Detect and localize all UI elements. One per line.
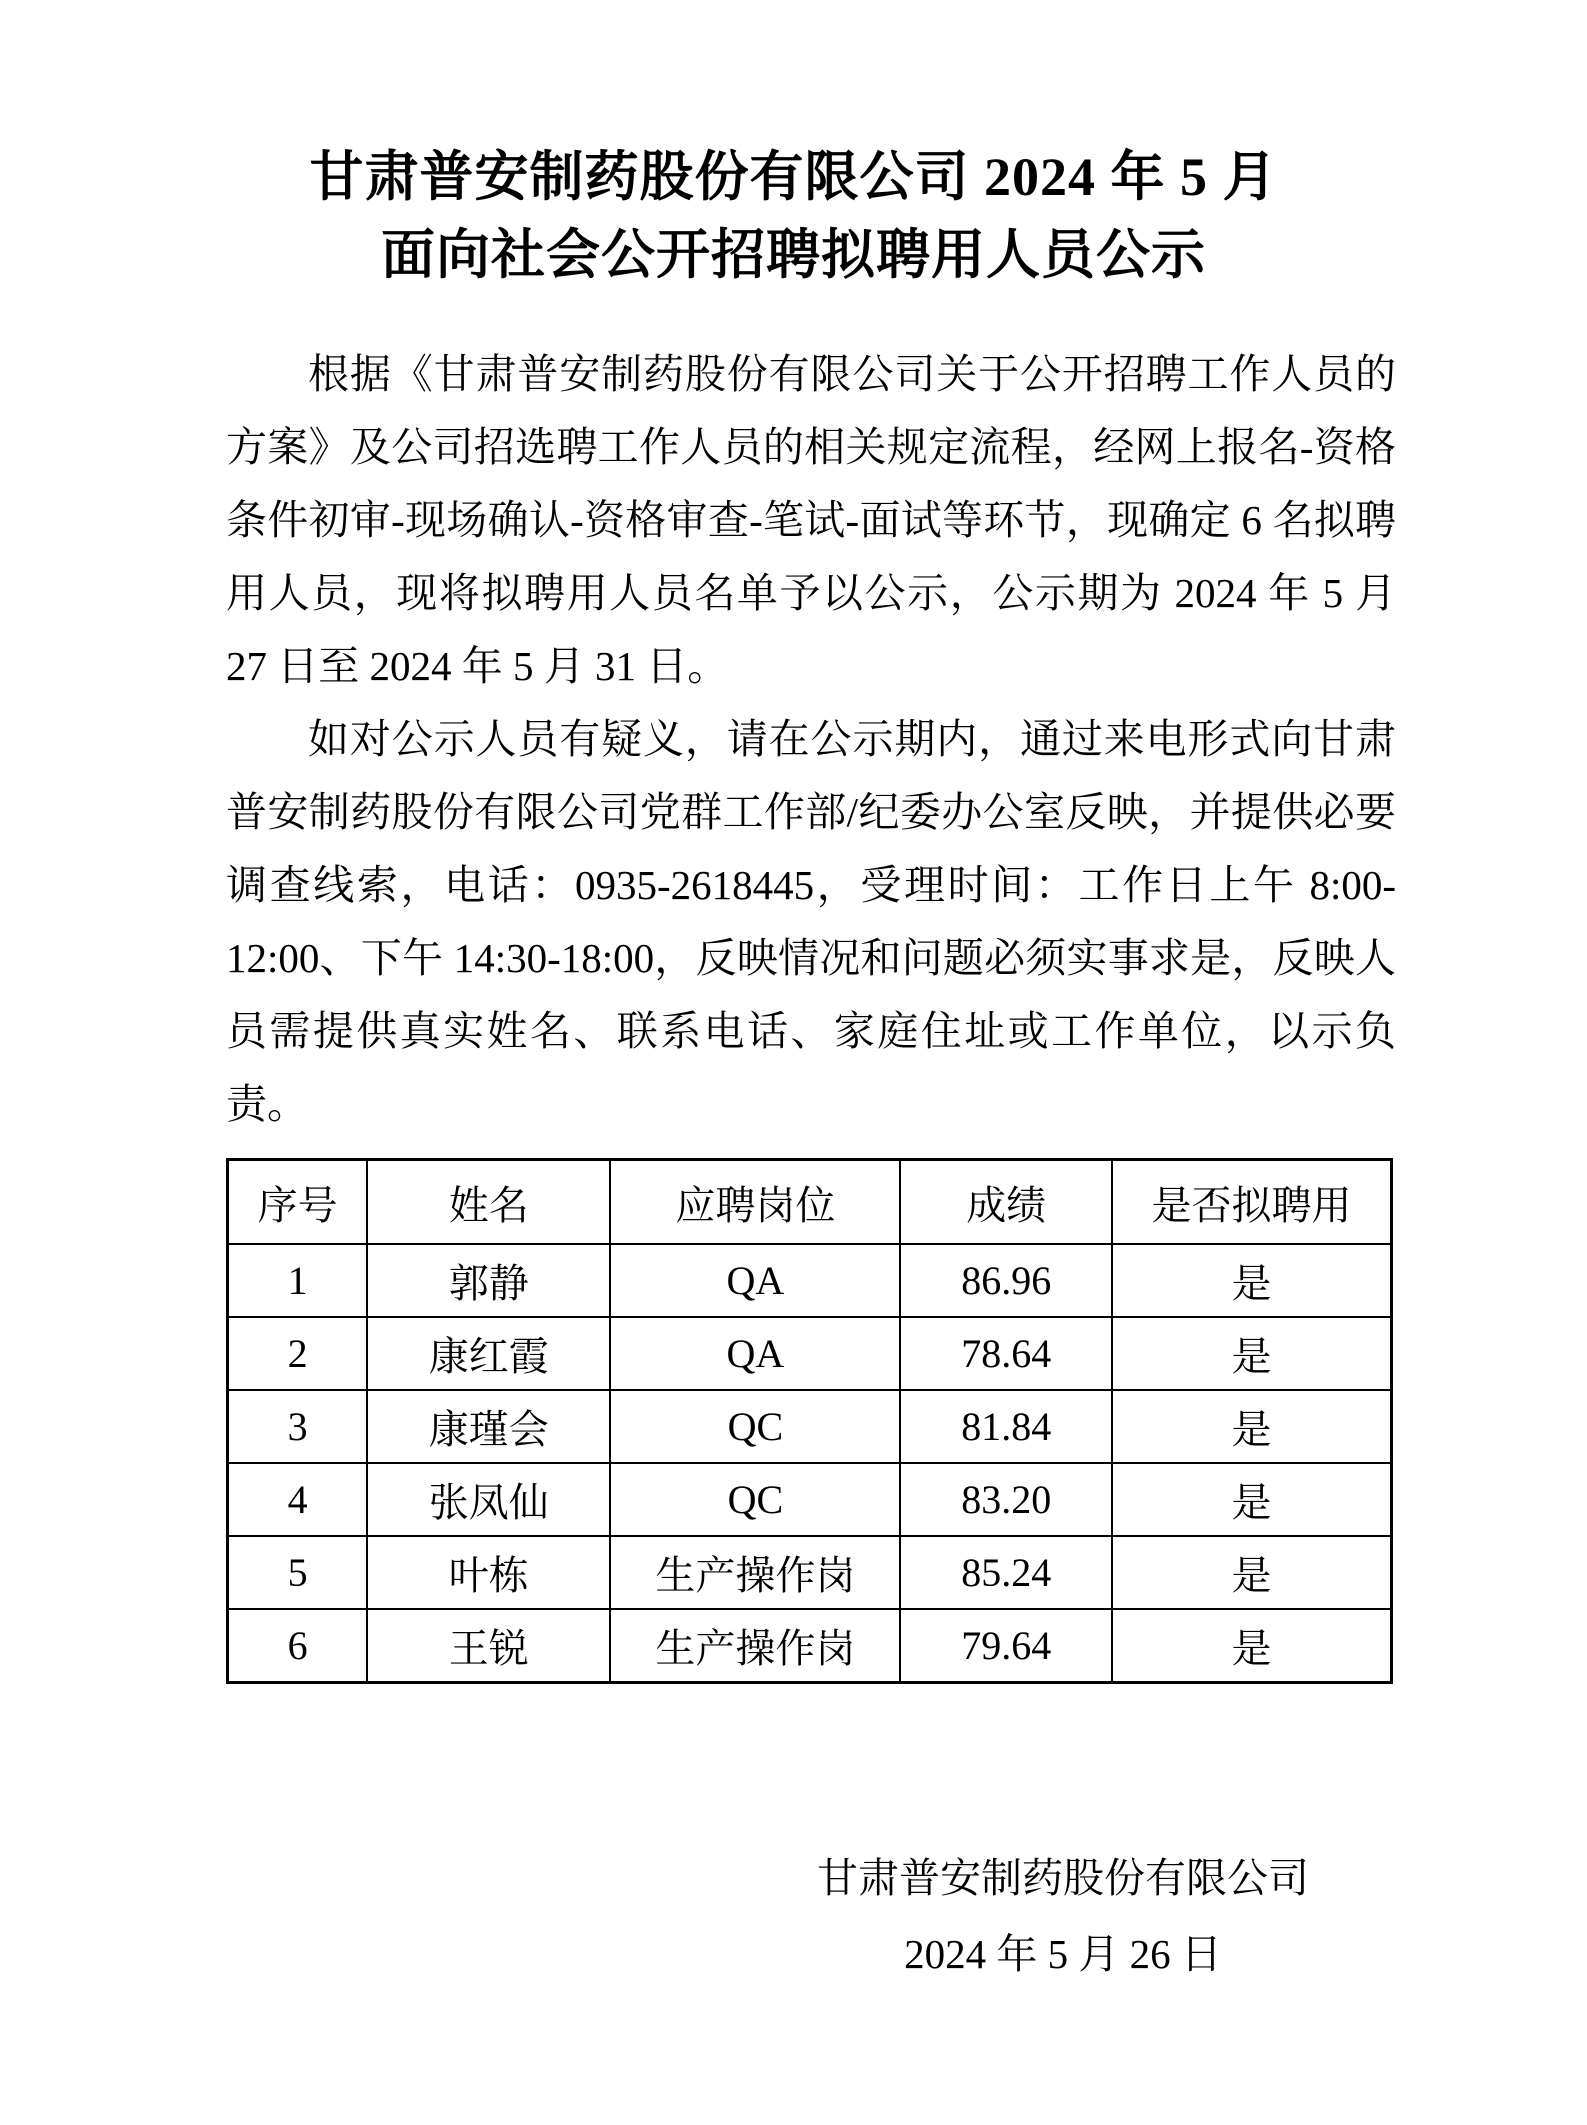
table-cell: 王锐 [367,1609,610,1683]
paragraph-recruitment-process: 根据《甘肃普安制药股份有限公司关于公开招聘工作人员的方案》及公司招选聘工作人员的相关规定流程，经网上报名-资格条件初审-现场确认-资格审查-笔试-面试等环节，现确定 6 名拟聘用人员，现将拟聘用人员名单予以公示，公示期为 2024 年 5 月 27 日至 2024 年 5 月 31 日。 [226,351,1396,689]
table-cell: 是 [1112,1536,1391,1609]
table-cell: 85.24 [900,1536,1112,1609]
column-header-3: 成绩 [900,1160,1112,1245]
table-cell: 康红霞 [367,1317,610,1390]
table-row [228,1317,1392,1390]
table-cell: 郭静 [367,1244,610,1317]
table-cell: 78.64 [900,1317,1112,1390]
table-cell: 1 [228,1244,368,1317]
table-cell: 是 [1112,1390,1391,1463]
column-header-2: 应聘岗位 [610,1160,900,1245]
table-cell: 79.64 [900,1609,1112,1683]
table-cell: 83.20 [900,1463,1112,1536]
table-cell: 4 [228,1463,368,1536]
signature-block [783,1840,1343,1992]
applicants-table [226,1158,1393,1684]
table-cell: 2 [228,1317,368,1390]
signature-date: 2024 年 5 月 26 日 [904,1931,1222,1977]
table-cell: 3 [228,1390,368,1463]
table-row [228,1609,1392,1683]
table-row [228,1244,1392,1317]
table-cell: 康瑾会 [367,1390,610,1463]
column-header-0: 序号 [228,1160,368,1245]
table-cell: 6 [228,1609,368,1683]
table-cell: 是 [1112,1244,1391,1317]
table-cell: 张凤仙 [367,1463,610,1536]
table-cell: QA [610,1244,900,1317]
page-title [0,138,1587,294]
table-cell: QC [610,1463,900,1536]
table-cell: 是 [1112,1609,1391,1683]
applicants-table-body [228,1244,1392,1683]
table-row [228,1463,1392,1536]
column-header-1: 姓名 [367,1160,610,1245]
table-row [228,1390,1392,1463]
table-header-row [228,1160,1392,1245]
body-text [226,338,1396,1141]
page-title-line2: 面向社会公开招聘拟聘用人员公示 [381,225,1206,285]
paragraph-objection-contact: 如对公示人员有疑义，请在公示期内，通过来电形式向甘肃普安制药股份有限公司党群工作部/纪委办公室反映，并提供必要调查线索，电话：0935-2618445，受理时间：工作日上午 8:00-12:00、下午 14:30-18:00，反映情况和问题必须实事求是，反映人员需提供真实姓名、联系电话、家庭住址或工作单位，以示负责。 [226,716,1396,1127]
table-cell: 生产操作岗 [610,1536,900,1609]
table-cell: 生产操作岗 [610,1609,900,1683]
table-cell: QA [610,1317,900,1390]
table-cell: 是 [1112,1463,1391,1536]
table-cell: QC [610,1390,900,1463]
table-row [228,1536,1392,1609]
table-cell: 81.84 [900,1390,1112,1463]
table-cell: 是 [1112,1317,1391,1390]
page-title-line1: 甘肃普安制药股份有限公司 2024 年 5 月 [309,147,1278,207]
applicants-table-wrap [226,1158,1393,1684]
table-cell: 86.96 [900,1244,1112,1317]
table-cell: 叶栋 [367,1536,610,1609]
table-cell: 5 [228,1536,368,1609]
column-header-4: 是否拟聘用 [1112,1160,1391,1245]
signature-company: 甘肃普安制药股份有限公司 [817,1855,1309,1901]
